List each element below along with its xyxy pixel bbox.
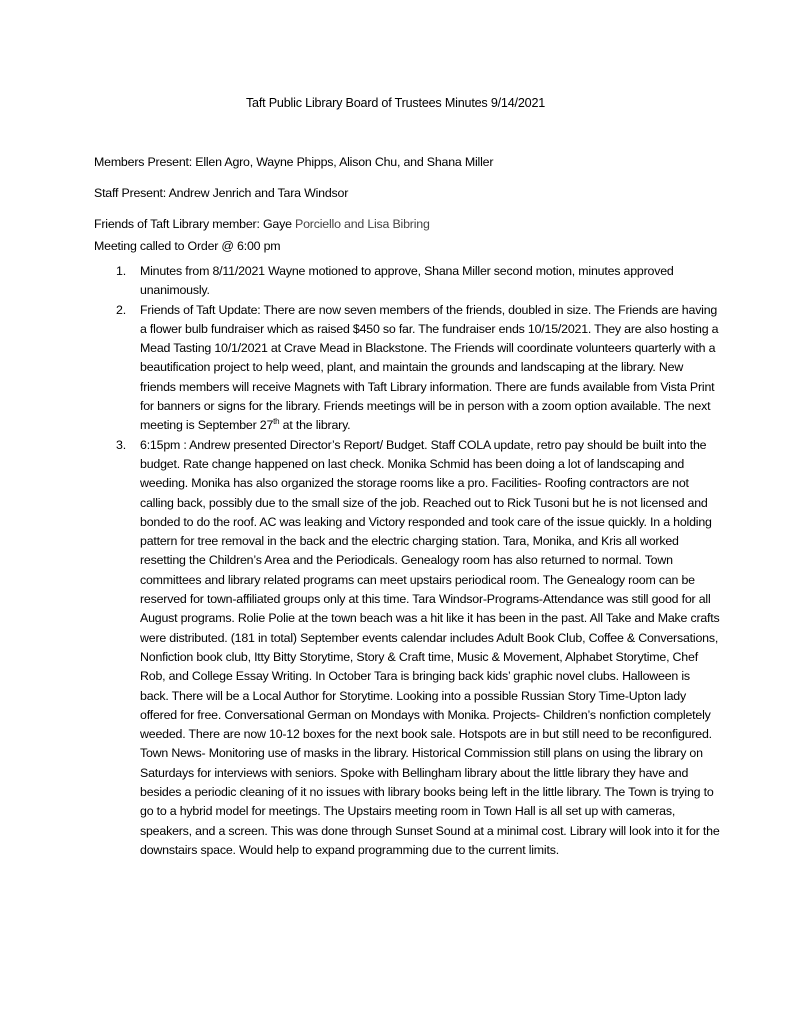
item-text: Minutes from 8/11/2021 Wayne motioned to approve, Shana Miller second motion, minutes approved unanimously. xyxy=(140,264,674,298)
call-to-order: Meeting called to Order @ 6:00 pm xyxy=(94,239,281,253)
minutes-items-list xyxy=(116,262,720,860)
item-number: 1. xyxy=(116,264,126,278)
list-item xyxy=(116,301,720,436)
list-item xyxy=(116,262,720,301)
item-text: 6:15pm : Andrew presented Director’s Report/ Budget. Staff COLA update, retro pay should be built into the budget. Rate change happened on last check. Monika Schmid has been doing a lot of landscaping and weeding. Monika has also organized the storage rooms like a pro. Facilities- Roofing contractors are not calling back, possibly due to the small size of the job. Reached out to Rick Tusoni but he is not licensed and bonded to do the roof. AC was leaking and Victory responded and took care of the issue quickly. In a holding pattern for tree removal in the back and the electric charging station. Tara, Monika, and Kris all worked resetting the Children’s Area and the Periodicals. Genealogy room has also returned to normal. Town committees and library related programs can meet upstairs periodical room. The Genealogy room can be reserved for town-affiliated groups only at this time. Tara Windsor-Programs-Attendance was still good for all August programs. Rolie Polie at the town beach was a hit like it has been in the past. All Take and Make crafts were distributed. (181 in total) September events calendar includes Adult Book Club, Coffee & Conversations, Nonfiction book club, Itty Bitty Storytime, Story & Craft time, Music & Movement, Alphabet Storytime, Chef Rob, and College Essay Writing. In October Tara is bringing back kids’ graphic novel clubs. Halloween is back. There will be a Local Author for Storytime. Looking into a possible Russian Story Time-Upton lady offered for free. Conversational German on Mondays with Monika. Projects- Children’s nonfiction completely weeded. There are now 10-12 boxes for the next book sale. Hotspots are in but still need to be reconfigured. Town News- Monitoring use of masks in the library. Historical Commission still plans on using the library on Saturdays for interviews with seniors. Spoke with Bellingham library about the little library they have and besides a periodic cleaning of it no issues with library books being left in the little library. The Town is trying to go to a hybrid model for meetings. The Upstairs meeting room in Town Hall is all set up with cameras, speakers, and a screen. This was done through Sunset Sound at a minimal cost. Library will look into it for the downstairs space. Would help to expand programming due to the current limits. xyxy=(140,437,720,857)
document-title: Taft Public Library Board of Trustees Minutes 9/14/2021 xyxy=(245,96,546,110)
friends-names: Porciello and Lisa Bibring xyxy=(291,217,430,231)
friends-member xyxy=(94,217,430,231)
item-text: Friends of Taft Update: There are now seven members of the friends, doubled in size. The Friends are having a flower bulb fundraiser which as raised $450 so far. The fundraiser ends 10/15/2021. They are also hosting a Mead Tasting 10/1/2021 at Crave Mead in Blackstone. The Friends will coordinate volunteers quarterly with a beautification project to help weed, plant, and maintain the grounds and landscaping at the library. New friends members will receive Magnets with Taft Library information. There are funds available from Vista Print for banners or signs for the library. Friends meetings will be in person with a zoom option available. The next meeting is September 27 xyxy=(140,302,719,433)
list-item xyxy=(116,436,720,861)
ordinal-suffix: th xyxy=(273,417,280,427)
members-present: Members Present: Ellen Agro, Wayne Phipps, Alison Chu, and Shana Miller xyxy=(94,155,494,169)
friends-label: Friends of Taft Library member: Gaye xyxy=(94,217,292,231)
item-number: 3. xyxy=(116,437,126,452)
staff-present: Staff Present: Andrew Jenrich and Tara Windsor xyxy=(94,186,349,200)
item-text-end: at the library. xyxy=(279,418,351,433)
item-number: 2. xyxy=(116,302,126,317)
